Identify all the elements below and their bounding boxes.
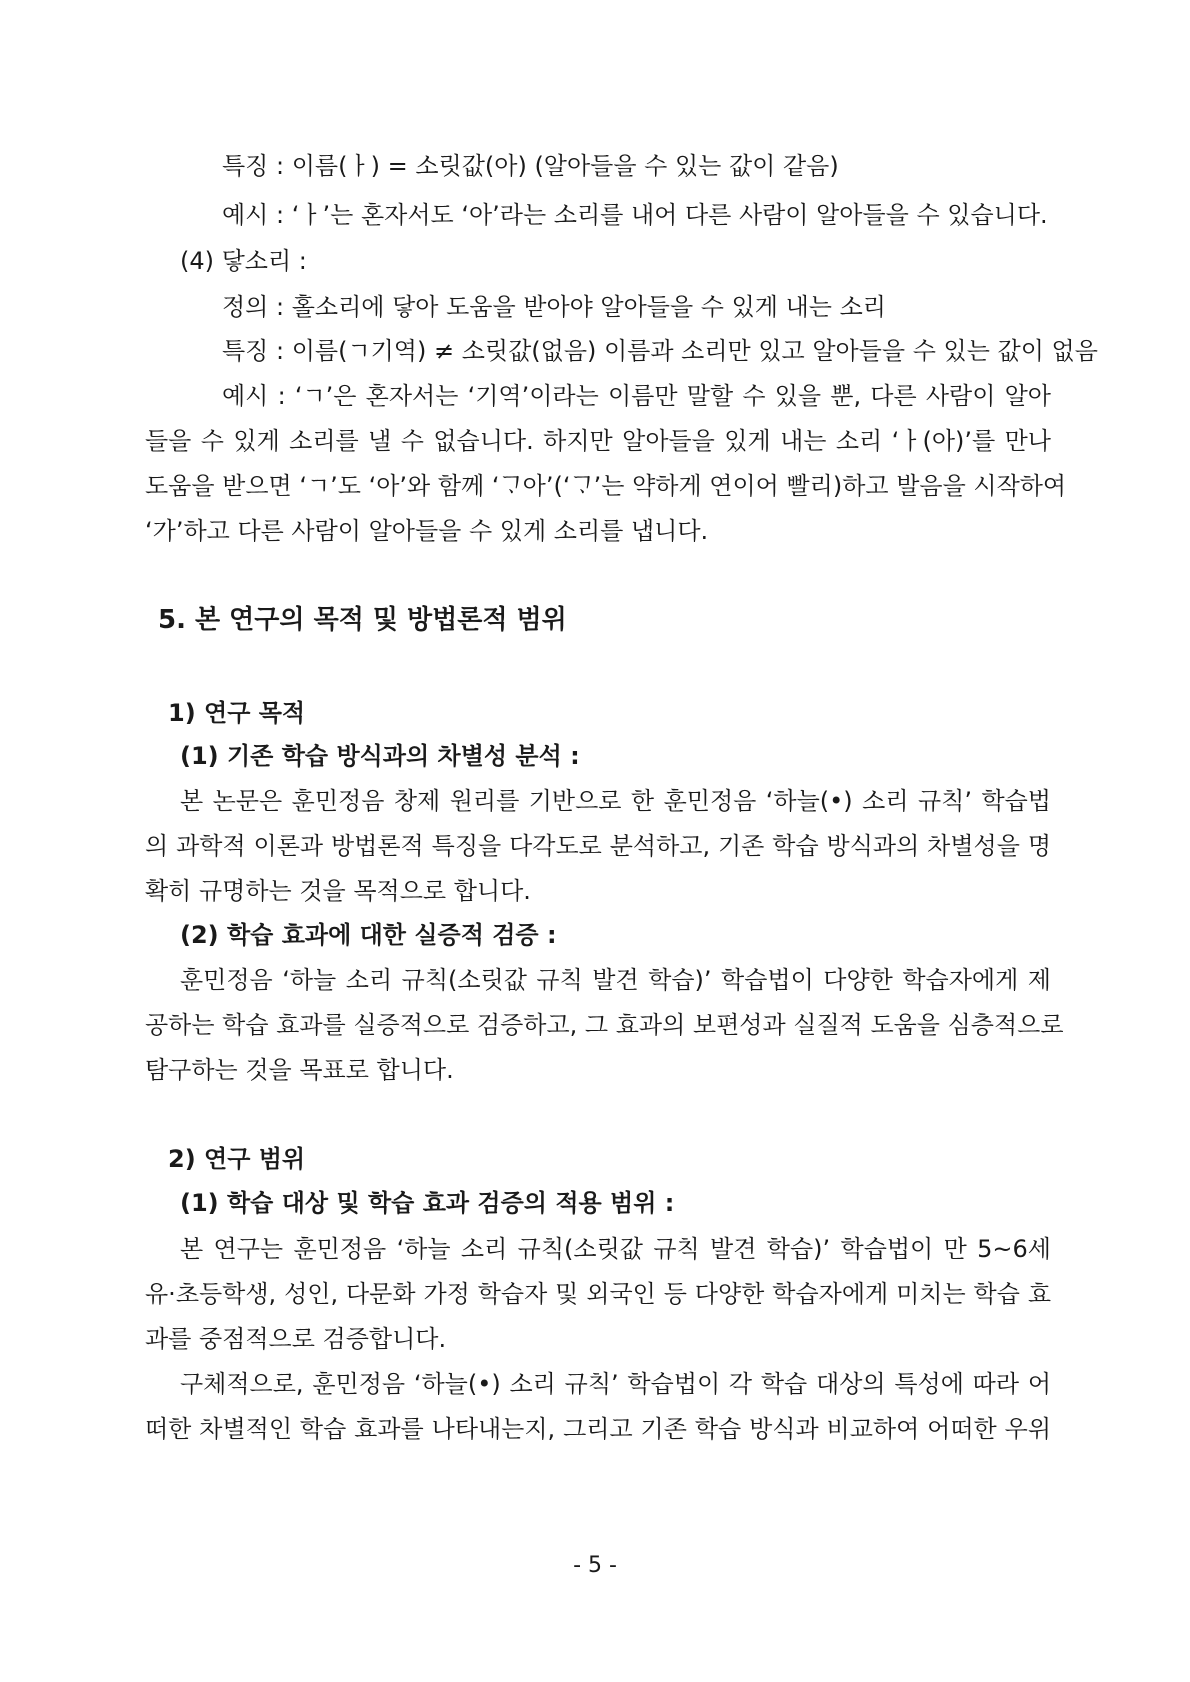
text-line: 구체적으로, 훈민정음 ‘하늘(•) 소리 규칙’ 학습법이 각 학습 대상의 특성에 따라 어 [180,1370,1051,1398]
text-line: 의 과학적 이론과 방법론적 특징을 다각도로 분석하고, 기존 학습 방식과의 차별성을 명 [145,832,1051,860]
text-line: 도움을 받으면 ‘ㄱ’도 ‘아’와 함께 ‘ᄀᆞ아’(‘ᄀᆞ’는 약하게 연이어 빨리)하고 발음을 시작하여 [145,472,1067,500]
text-line: 예시 : ‘ㄱ’은 혼자서는 ‘기역’이라는 이름만 말할 수 있을 뿐, 다른 사람이 알아 [222,382,1051,410]
text-line: 들을 수 있게 소리를 낼 수 없습니다. 하지만 알아들을 있게 내는 소리 ‘ㅏ(아)’를 만나 [145,427,1051,455]
text-line: 유·초등학생, 성인, 다문화 가정 학습자 및 외국인 등 다양한 학습자에게 미치는 학습 효 [145,1280,1051,1308]
subsection-heading: (4) 닿소리 : [180,247,307,275]
text-line: 확히 규명하는 것을 목적으로 합니다. [145,877,531,905]
text-line: 훈민정음 ‘하늘 소리 규칙(소릿값 규칙 발견 학습)’ 학습법이 다양한 학습자에게 제 [180,966,1051,994]
text-line: 공하는 학습 효과를 실증적으로 검증하고, 그 효과의 보편성과 실질적 도움을 심층적으로 [145,1011,1064,1039]
subsection-heading: 2) 연구 범위 [168,1145,306,1173]
text-line: 특징 : 이름(ㅏ) = 소릿값(아) (알아들을 수 있는 값이 같음) [222,152,839,180]
item-heading: (2) 학습 효과에 대한 실증적 검증 : [180,921,557,949]
text-line: 정의 : 홀소리에 닿아 도움을 받아야 알아들을 수 있게 내는 소리 [222,293,886,321]
text-line: 과를 중점적으로 검증합니다. [145,1325,447,1353]
page-number: - 5 - [573,1553,617,1578]
text-line: 떠한 차별적인 학습 효과를 나타내는지, 그리고 기존 학습 방식과 비교하여 어떠한 우위 [145,1415,1051,1443]
text-line: 특징 : 이름(ㄱ기역) ≠ 소릿값(없음) 이름과 소리만 있고 알아들을 수 있는 값이 없음 [222,337,1098,365]
text-line: 본 연구는 훈민정음 ‘하늘 소리 규칙(소릿값 규칙 발견 학습)’ 학습법이 만 5~6세 [180,1235,1051,1263]
text-line: 탐구하는 것을 목표로 합니다. [145,1056,454,1084]
item-heading: (1) 기존 학습 방식과의 차별성 분석 : [180,742,580,770]
section-heading: 5. 본 연구의 목적 및 방법론적 범위 [158,605,567,635]
item-heading: (1) 학습 대상 및 학습 효과 검증의 적용 범위 : [180,1189,675,1217]
text-line: 예시 : ‘ㅏ’는 혼자서도 ‘아’라는 소리를 내어 다른 사람이 알아들을 수 있습니다. [222,201,1048,229]
text-line: ‘가’하고 다른 사람이 알아들을 수 있게 소리를 냅니다. [145,517,709,545]
subsection-heading: 1) 연구 목적 [168,699,306,727]
text-line: 본 논문은 훈민정음 창제 원리를 기반으로 한 훈민정음 ‘하늘(•) 소리 규칙’ 학습법 [180,787,1051,815]
